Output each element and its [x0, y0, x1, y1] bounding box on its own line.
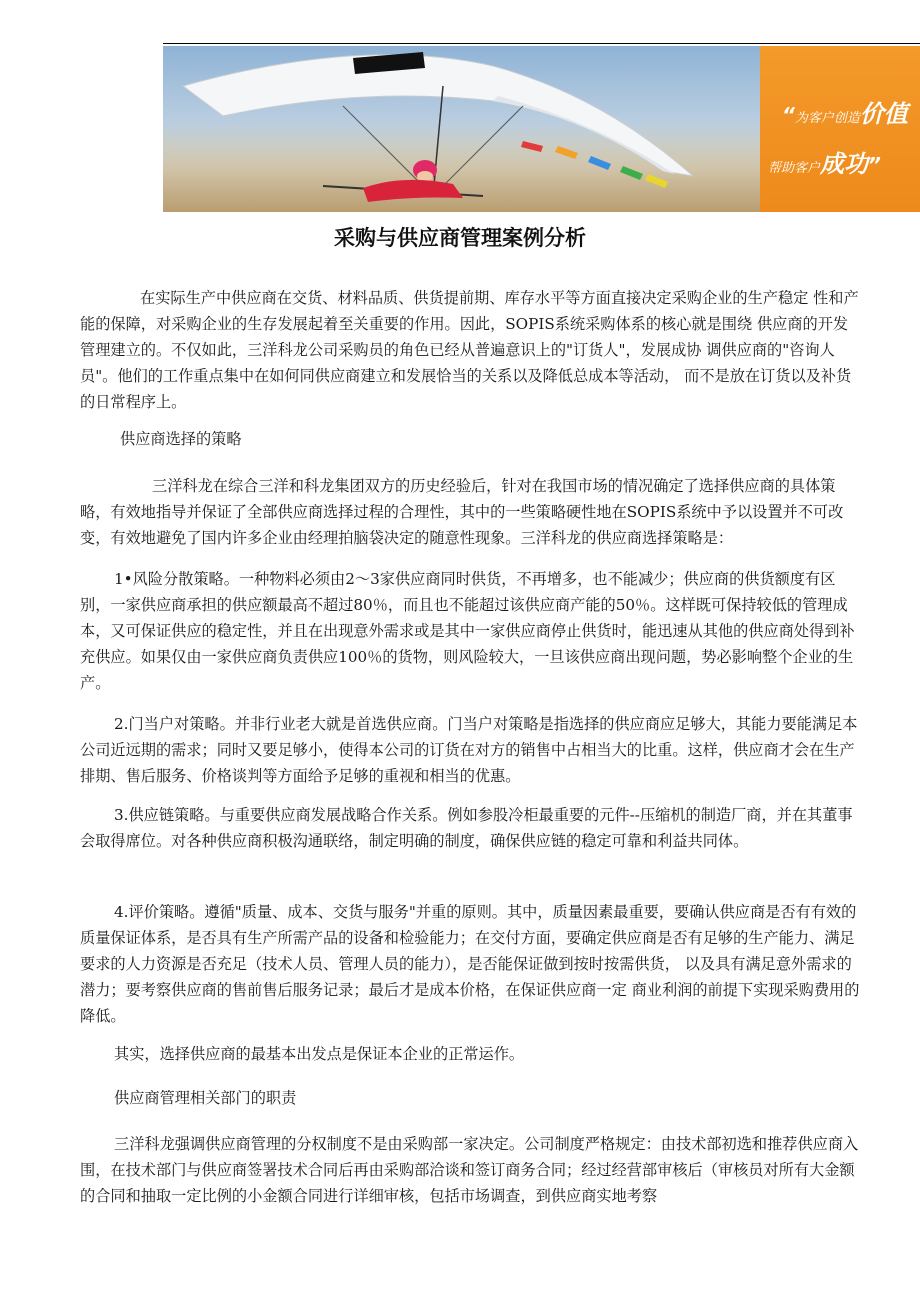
hang-glider-illustration [163, 46, 760, 212]
strategy-point-2: 2.门当户对策略。并非行业老大就是首选供应商。门当户对策略是指选择的供应商应足够大，其能力要能满足本公司近远期的需求；同时又要足够小，使得本公司的订货在对方的销售中占相当大的比重。这样，供应商才会在生产排期、售后服务、价格谈判等方面给予足够的重视和相当的优惠。 [80, 715, 858, 785]
slogan-panel [760, 46, 920, 212]
strategy-point-1: 1•风险分散策略。一种物料必须由2～3家供应商同时供货，不再增多，也不能减少；供应商的供货额度有区别，一家供应商承担的供应额最高不超过80％，而且也不能超过该供应商产能的50％。这样既可保持较低的管理成本，又可保证供应的稳定性，并且在出现意外需求或是其中一家供应商停止供货时，能迅速从其他的供应商处得到补充供应。如果仅由一家供应商负责供应100％的货物，则风险较大，一旦该供应商出现问题，势必影响整个企业的生产。 [80, 570, 855, 692]
document-title: 采购与供应商管理案例分析 [334, 226, 586, 250]
conclusion-paragraph: 其实，选择供应商的最基本出发点是保证本企业的正常运作。 [114, 1045, 525, 1063]
intro-paragraph: 在实际生产中供应商在交货、材料品质、供货提前期、库存水平等方面直接决定采购企业的生产稳定 性和产能的保障，对采购企业的生存发展起着至关重要的作用。因此，SOPIS系统采购体系的核心就是围绕 供应商的开发管理建立的。不仅如此，三洋科龙公司采购员的角色已经从普遍意识上的"订货人"，发展成协 调供应商的"咨询人员"。他们的工作重点集中在如何同供应商建立和发展恰当的关系以及降低总成本等活动， 而不是放在订货以及补货的日常程序上。 [80, 289, 859, 411]
section-heading-strategy: 供应商选择的策略 [120, 430, 242, 448]
header-banner [163, 46, 920, 212]
slogan-line-2: 帮助客户成功” [768, 150, 881, 178]
strategy-point-4: 4.评价策略。遵循"质量、成本、交货与服务"并重的原则。其中，质量因素最重要，要确认供应商是否有有效的质量保证体系，是否具有生产所需产品的设备和检验能力；在交付方面，要确定供应商是否有足够的生产能力、满足要求的人力资源是否充足（技术人员、管理人员的能力），是否能保证做到按时按需供货， 以及具有满足意外需求的潜力；要考察供应商的售前售后服务记录；最后才是成本价格，在保证供应商一定 商业利润的前提下实现采购费用的降低。 [80, 903, 860, 1025]
hang-glider-photo [163, 46, 760, 212]
header-rule [163, 43, 920, 44]
strategy-point-3: 3.供应链策略。与重要供应商发展战略合作关系。例如参股冷柜最重要的元件--压缩机的制造厂商，并在其董事会取得席位。对各种供应商积极沟通联络，制定明确的制度，确保供应链的稳定可靠和利益共同体。 [80, 806, 853, 850]
responsibilities-paragraph: 三洋科龙强调供应商管理的分权制度不是由采购部一家决定。公司制度严格规定：由技术部初选和推荐供应商入围，在技术部门与供应商签署技术合同后再由采购部洽谈和签订商务合同；经过经营部审核后（审核员对所有大金额的合同和抽取一定比例的小金额合同进行详细审核，包括市场调查，到供应商实地考察 [80, 1135, 859, 1205]
slogan-line-1: “为客户创造价值 [782, 100, 908, 128]
section-heading-responsibilities: 供应商管理相关部门的职责 [114, 1089, 297, 1107]
strategy-intro-paragraph: 三洋科龙在综合三洋和科龙集团双方的历史经验后，针对在我国市场的情况确定了选择供应商的具体策略，有效地指导并保证了全部供应商选择过程的合理性，其中的一些策略硬性地在SOPIS系统中予以设置并不可改变，有效地避免了国内许多企业由经理拍脑袋决定的随意性现象。三洋科龙的供应商选择策略是： [80, 477, 844, 547]
